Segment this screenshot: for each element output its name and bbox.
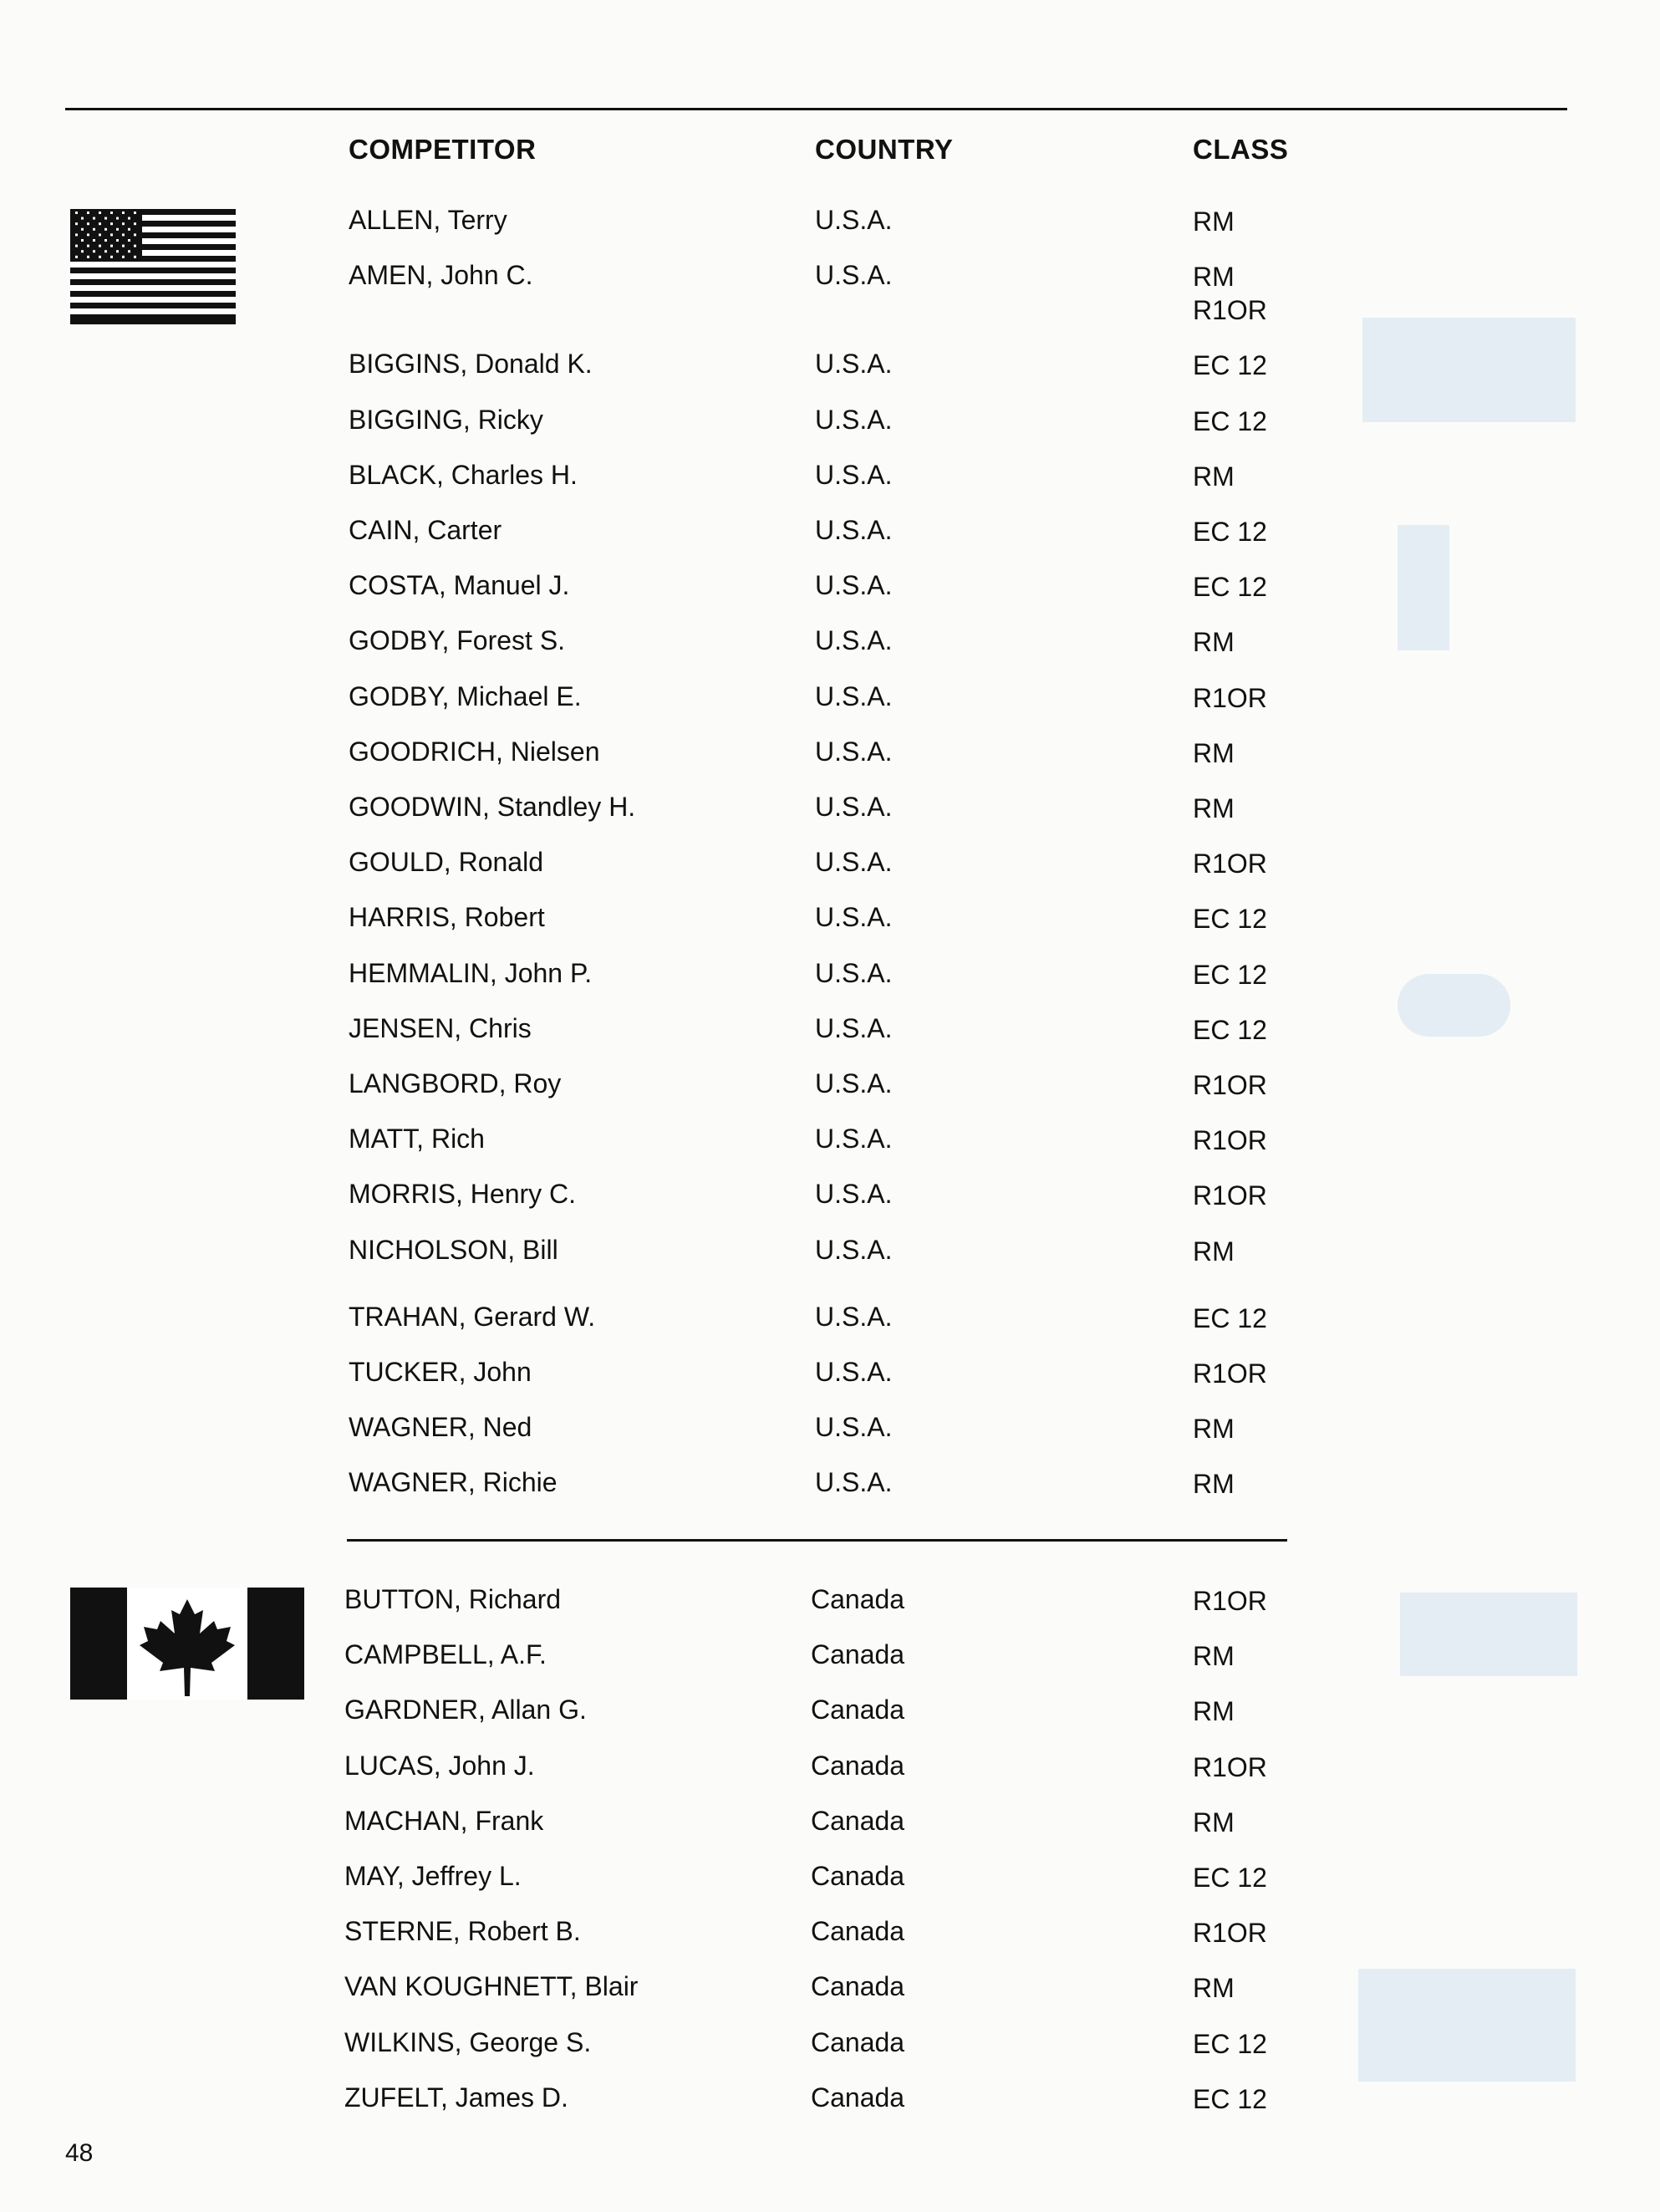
competitor-name: GODBY, Forest S. (349, 625, 566, 655)
star-icon (134, 256, 136, 258)
competitor-name: MAY, Jeffrey L. (344, 1861, 522, 1891)
competitor-class (1193, 515, 1267, 548)
competitor-name: HEMMALIN, John P. (349, 958, 593, 988)
competitor-class (1193, 736, 1235, 770)
competitor-class (1193, 1467, 1235, 1501)
class-value: RM (1193, 461, 1235, 492)
competitor-class (1193, 2027, 1267, 2061)
class-value: RM (1193, 1469, 1235, 1499)
competitor-class (1193, 1584, 1267, 1618)
competitor-name: MACHAN, Frank (344, 1806, 544, 1836)
class-value: EC 12 (1193, 2084, 1267, 2114)
competitor-name: LANGBORD, Roy (349, 1068, 562, 1098)
table-row (0, 847, 1660, 889)
competitor-country: U.S.A. (815, 1013, 893, 1043)
competitor-name: CAMPBELL, A.F. (344, 1639, 547, 1669)
table-row (0, 1179, 1660, 1221)
class-value: EC 12 (1193, 1015, 1267, 1045)
class-value: R1OR (1193, 1918, 1267, 1948)
class-value: EC 12 (1193, 960, 1267, 990)
class-value: RM (1193, 1973, 1235, 2003)
competitor-name: TRAHAN, Gerard W. (349, 1302, 596, 1332)
competitor-name: MATT, Rich (349, 1124, 485, 1154)
top-rule (65, 108, 1567, 110)
class-value: R1OR (1193, 295, 1267, 325)
competitor-class (1193, 1235, 1235, 1268)
table-row (0, 1124, 1660, 1165)
class-value: EC 12 (1193, 350, 1267, 380)
competitor-country: Canada (811, 1639, 905, 1669)
table-row (0, 1235, 1660, 1277)
competitor-class (1193, 1861, 1267, 1894)
competitor-class (1193, 1806, 1235, 1839)
competitor-name: HARRIS, Robert (349, 902, 545, 932)
header-competitor: COMPETITOR (349, 134, 537, 165)
class-value: R1OR (1193, 1125, 1267, 1155)
competitor-name: GARDNER, Allan G. (344, 1695, 587, 1725)
competitor-country: U.S.A. (815, 1357, 893, 1387)
table-row (0, 2082, 1660, 2124)
competitor-name: GOODWIN, Standley H. (349, 792, 636, 822)
star-icon (110, 256, 113, 258)
table-row (0, 1639, 1660, 1681)
competitor-country: U.S.A. (815, 1179, 893, 1209)
competitor-country: U.S.A. (815, 958, 893, 988)
competitor-name: BUTTON, Richard (344, 1584, 562, 1614)
table-row (0, 260, 1660, 325)
competitor-country: Canada (811, 1751, 905, 1781)
class-value: R1OR (1193, 1358, 1267, 1389)
class-value: EC 12 (1193, 406, 1267, 436)
class-value: EC 12 (1193, 904, 1267, 934)
table-row (0, 792, 1660, 833)
competitor-class (1193, 570, 1267, 604)
competitor-class (1193, 2082, 1267, 2116)
competitor-country: U.S.A. (815, 902, 893, 932)
star-icon (87, 256, 89, 258)
competitor-name: GODBY, Michael E. (349, 681, 582, 711)
competitor-name: JENSEN, Chris (349, 1013, 532, 1043)
table-row (0, 1068, 1660, 1110)
table-row (0, 1751, 1660, 1792)
table-header (0, 134, 1660, 176)
table-row (0, 681, 1660, 723)
competitor-class (1193, 1695, 1235, 1728)
competitor-class (1193, 460, 1235, 493)
class-value: EC 12 (1193, 517, 1267, 547)
competitor-country: Canada (811, 1584, 905, 1614)
star-icon (116, 250, 119, 252)
class-value: R1OR (1193, 1070, 1267, 1100)
table-row (0, 1806, 1660, 1848)
table-row (0, 460, 1660, 502)
table-row (0, 1971, 1660, 2013)
class-value: R1OR (1193, 1586, 1267, 1616)
table-row (0, 1584, 1660, 1626)
competitor-name: COSTA, Manuel J. (349, 570, 570, 600)
header-class: CLASS (1193, 134, 1289, 165)
star-icon (75, 256, 78, 258)
competitor-class (1193, 405, 1267, 438)
competitor-country: U.S.A. (815, 515, 893, 545)
competitor-name: NICHOLSON, Bill (349, 1235, 558, 1265)
competitor-class (1193, 205, 1235, 238)
competitor-class (1193, 1751, 1267, 1784)
table-row (0, 1357, 1660, 1399)
table-row (0, 1013, 1660, 1055)
competitor-name: AMEN, John C. (349, 260, 533, 290)
competitor-country: Canada (811, 2082, 905, 2113)
competitor-class (1193, 792, 1235, 825)
competitor-country: U.S.A. (815, 260, 893, 290)
table-row (0, 1412, 1660, 1454)
star-icon (93, 250, 95, 252)
competitor-name: CAIN, Carter (349, 515, 502, 545)
competitor-name: BLACK, Charles H. (349, 460, 578, 490)
class-value: R1OR (1193, 1180, 1267, 1210)
header-country: COUNTRY (815, 134, 954, 165)
competitor-country: U.S.A. (815, 405, 893, 435)
class-value: EC 12 (1193, 2029, 1267, 2059)
competitor-class (1193, 1357, 1267, 1390)
competitor-name: BIGGING, Ricky (349, 405, 543, 435)
competitor-name: LUCAS, John J. (344, 1751, 535, 1781)
competitor-country: U.S.A. (815, 792, 893, 822)
class-value: RM (1193, 627, 1235, 657)
competitor-class (1193, 260, 1267, 327)
class-value: RM (1193, 738, 1235, 768)
table-row (0, 2027, 1660, 2069)
competitor-name: ZUFELT, James D. (344, 2082, 568, 2113)
competitor-class (1193, 1124, 1267, 1157)
table-row (0, 1916, 1660, 1958)
class-value: RM (1193, 793, 1235, 823)
table-row (0, 570, 1660, 612)
competitor-class (1193, 625, 1235, 659)
class-value: R1OR (1193, 1752, 1267, 1782)
competitor-class (1193, 958, 1267, 991)
table-row (0, 736, 1660, 778)
competitor-name: STERNE, Robert B. (344, 1916, 581, 1946)
competitor-name: GOODRICH, Nielsen (349, 736, 600, 767)
table-row (0, 515, 1660, 557)
competitor-class (1193, 1013, 1267, 1047)
table-row (0, 349, 1660, 390)
class-value: EC 12 (1193, 1303, 1267, 1333)
competitor-class (1193, 1302, 1267, 1335)
competitor-country: U.S.A. (815, 1412, 893, 1442)
competitor-country: Canada (811, 1695, 905, 1725)
competitor-name: WAGNER, Richie (349, 1467, 558, 1497)
competitor-class (1193, 1639, 1235, 1673)
table-row (0, 1467, 1660, 1509)
competitor-class (1193, 1068, 1267, 1102)
competitor-name: VAN KOUGHNETT, Blair (344, 1971, 639, 2001)
competitor-country: U.S.A. (815, 681, 893, 711)
competitor-class (1193, 681, 1267, 715)
competitor-country: Canada (811, 1806, 905, 1836)
competitor-country: U.S.A. (815, 1068, 893, 1098)
competitor-name: WAGNER, Ned (349, 1412, 532, 1442)
page-number: 48 (65, 2139, 94, 2167)
competitor-country: U.S.A. (815, 736, 893, 767)
competitor-name: WILKINS, George S. (344, 2027, 592, 2057)
table-row (0, 625, 1660, 667)
star-icon (128, 250, 130, 252)
section-divider (347, 1539, 1287, 1542)
competitor-name: BIGGINS, Donald K. (349, 349, 593, 379)
class-value: R1OR (1193, 849, 1267, 879)
competitor-country: U.S.A. (815, 1467, 893, 1497)
competitor-class (1193, 847, 1267, 880)
competitor-country: U.S.A. (815, 1124, 893, 1154)
competitor-class (1193, 1916, 1267, 1950)
class-value: RM (1193, 1236, 1235, 1267)
class-value: RM (1193, 1641, 1235, 1671)
competitor-country: U.S.A. (815, 1235, 893, 1265)
competitor-class (1193, 902, 1267, 935)
competitor-country: U.S.A. (815, 847, 893, 877)
competitor-name: ALLEN, Terry (349, 205, 507, 235)
class-value: EC 12 (1193, 1863, 1267, 1893)
class-value: RM (1193, 1807, 1235, 1837)
star-icon (99, 256, 101, 258)
competitor-name: TUCKER, John (349, 1357, 532, 1387)
table-row (0, 902, 1660, 944)
table-row (0, 405, 1660, 446)
competitor-country: Canada (811, 1916, 905, 1946)
competitor-country: U.S.A. (815, 1302, 893, 1332)
competitor-class (1193, 1412, 1235, 1445)
table-row (0, 1695, 1660, 1736)
competitor-country: U.S.A. (815, 625, 893, 655)
table-row (0, 1302, 1660, 1343)
competitor-class (1193, 1179, 1267, 1212)
competitor-name: MORRIS, Henry C. (349, 1179, 577, 1209)
competitor-country: Canada (811, 2027, 905, 2057)
competitor-country: U.S.A. (815, 205, 893, 235)
competitor-country: U.S.A. (815, 349, 893, 379)
table-row (0, 958, 1660, 1000)
class-value: RM (1193, 206, 1235, 237)
star-icon (81, 250, 84, 252)
class-value: RM (1193, 1414, 1235, 1444)
competitor-class (1193, 349, 1267, 382)
class-value: EC 12 (1193, 572, 1267, 602)
class-value: R1OR (1193, 683, 1267, 713)
competitor-country: Canada (811, 1861, 905, 1891)
star-icon (122, 256, 125, 258)
table-row (0, 205, 1660, 247)
competitor-country: Canada (811, 1971, 905, 2001)
class-value: RM (1193, 262, 1235, 292)
table-row (0, 1861, 1660, 1903)
class-value: RM (1193, 1696, 1235, 1726)
competitor-country: U.S.A. (815, 570, 893, 600)
star-icon (104, 250, 107, 252)
competitor-class (1193, 1971, 1235, 2005)
competitor-country: U.S.A. (815, 460, 893, 490)
competitor-name: GOULD, Ronald (349, 847, 543, 877)
